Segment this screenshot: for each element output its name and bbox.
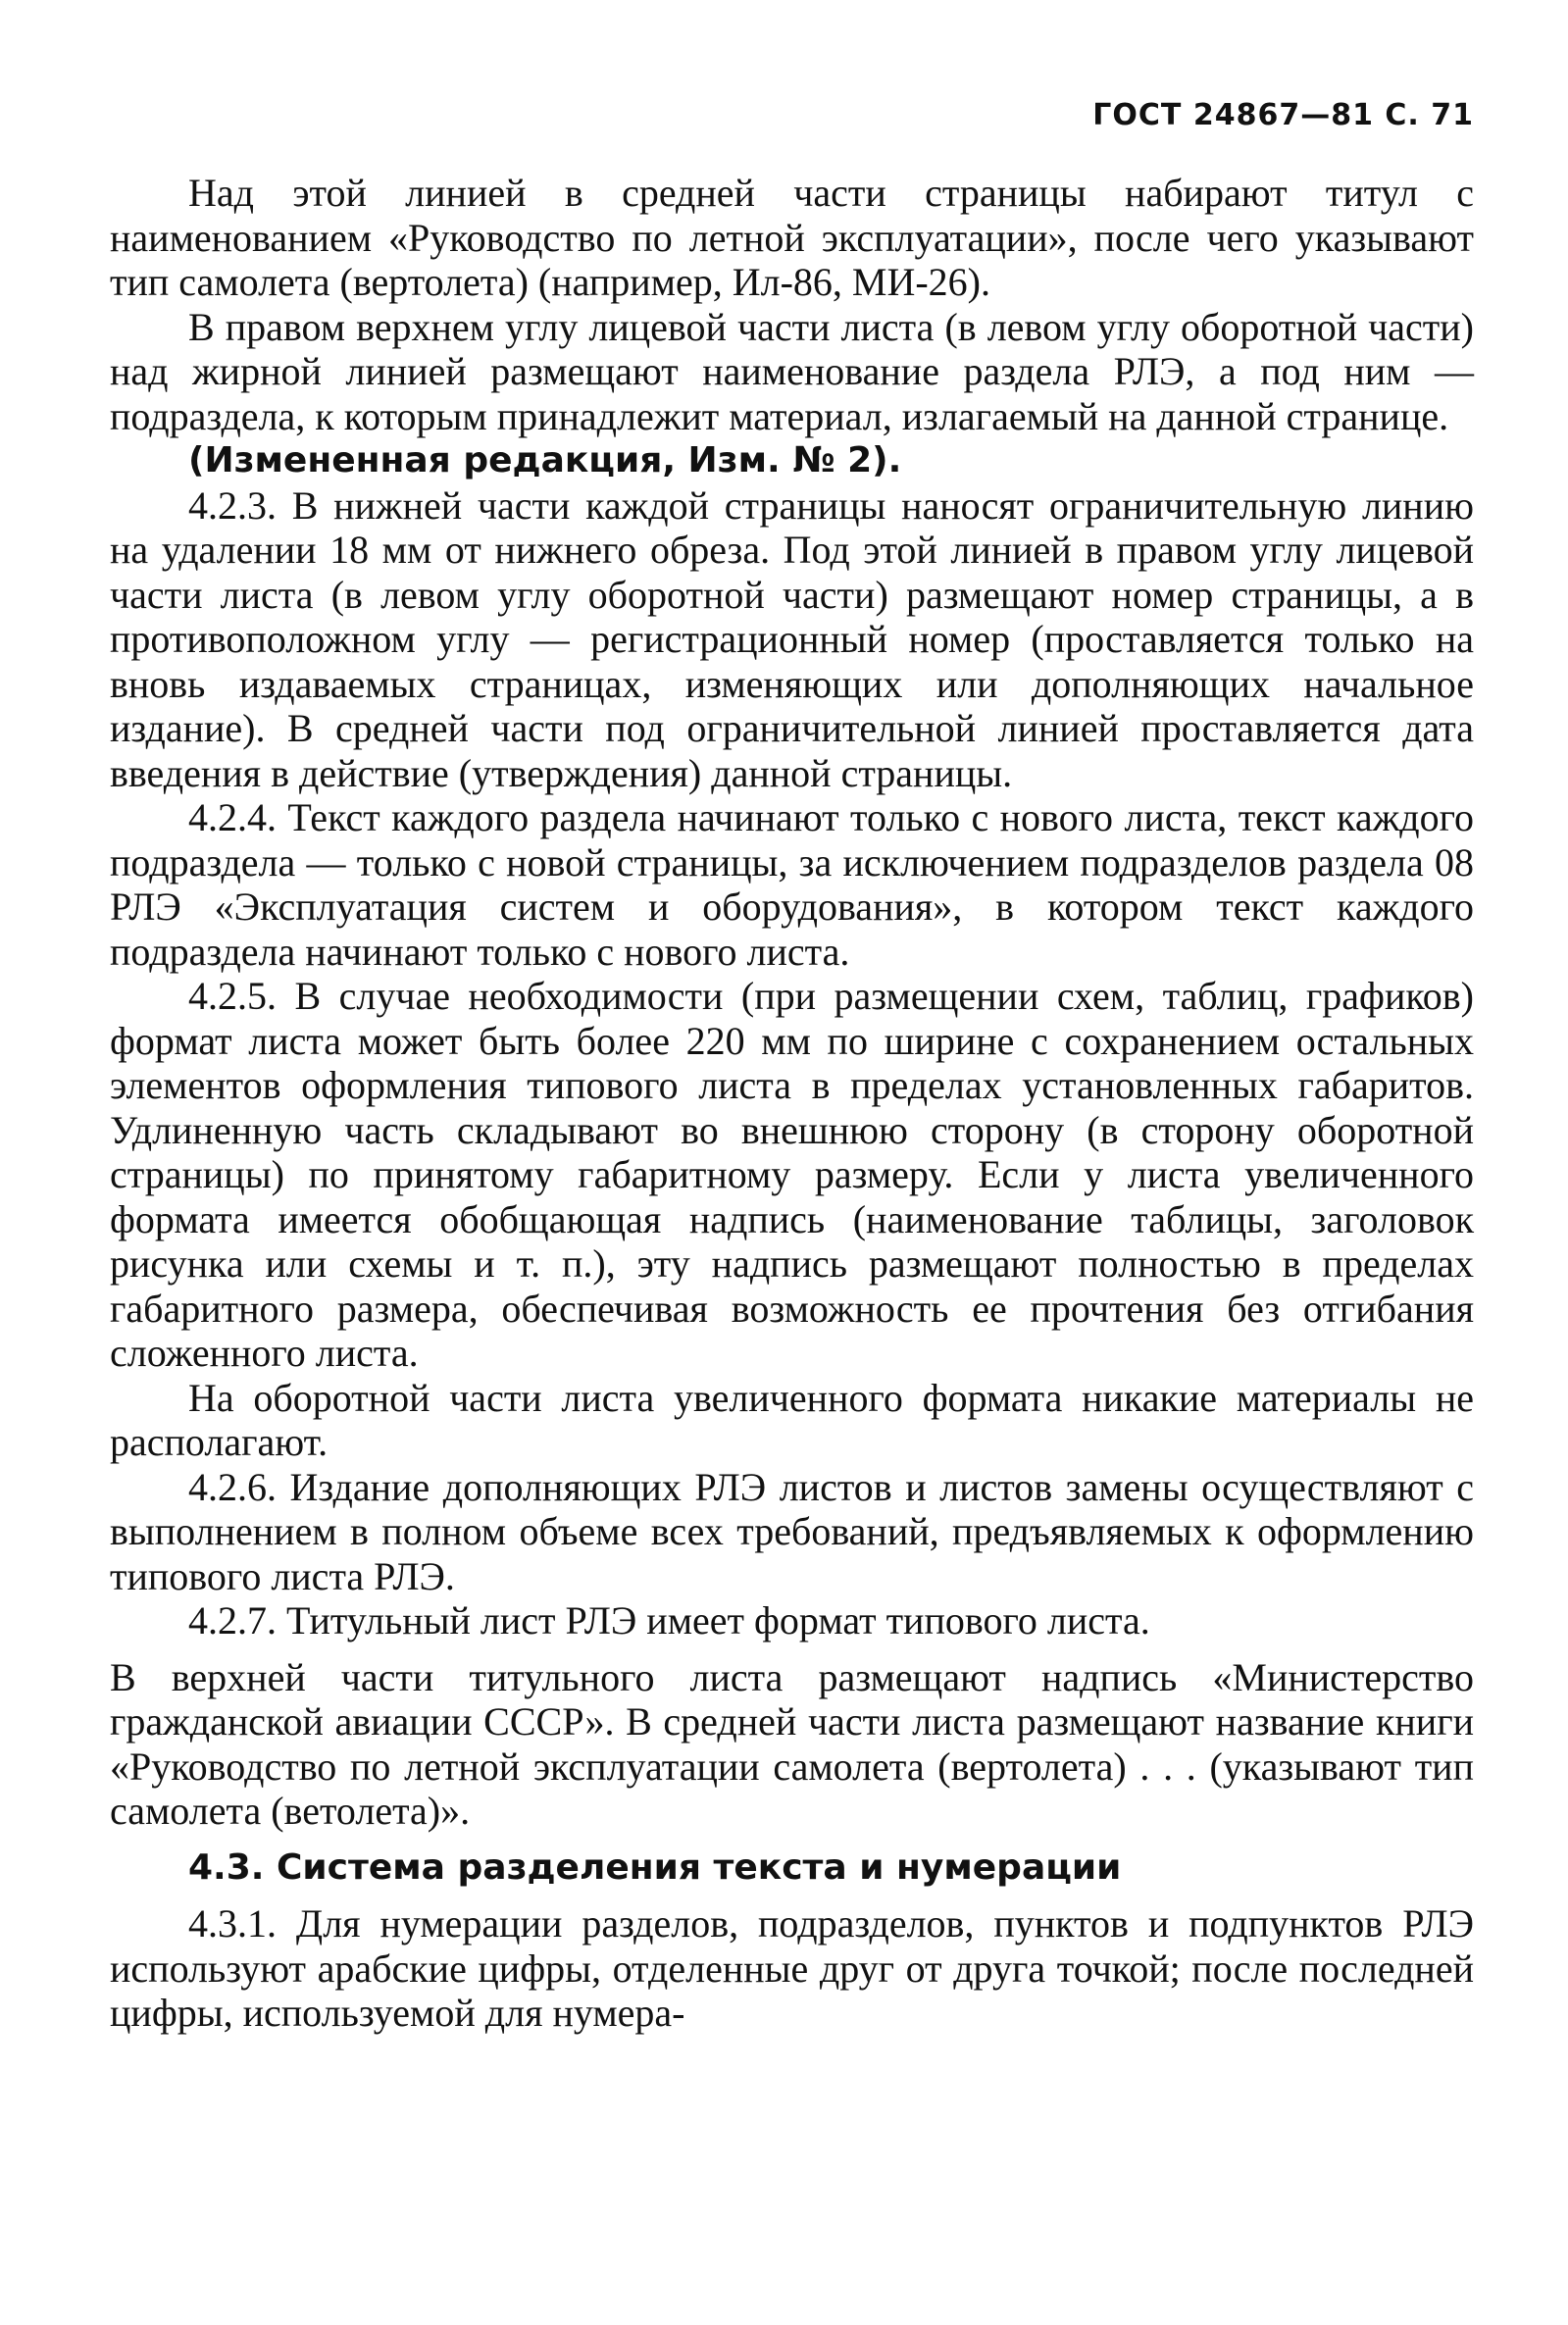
clause-4-3-1: 4.3.1. Для нумерации разделов, подразделов, пунктов и подпунктов РЛЭ используют арабские цифры, отделенные друг от друга точкой; после последней цифры, используемой для нумера- xyxy=(110,1901,1474,2035)
section-heading-4-3: 4.3. Система разделения текста и нумерации xyxy=(188,1846,1122,1888)
paragraph: В правом верхнем углу лицевой части листа (в левом углу оборотной части) над жирной линией размещают наименование раздела РЛЭ, а под ним — подраздела, к которым принадлежит материал, излагаемый на данной странице. xyxy=(110,304,1474,438)
page-header: ГОСТ 24867—81 С. 71 xyxy=(1092,98,1474,132)
clause-4-2-4: 4.2.4. Текст каждого раздела начинают только с нового листа, текст каждого подраздела — только с новой страницы, за исключением подразделов раздела 08 РЛЭ «Эксплуатация систем и оборудования», в котором текст каждого подраздела начинают только с нового листа. xyxy=(110,795,1474,974)
clause-4-2-5: 4.2.5. В случае необходимости (при размещении схем, таблиц, графиков) формат листа может быть более 220 мм по ширине с сохранением остальных элементов оформления типового листа в пределах установленных габаритов. Удлиненную часть складывают во внешнюю сторону (в сторону оборотной страницы) по принятому габаритному размеру. Если у листа увеличенного формата имеется обобщающая надпись (наименование таблицы, заголовок рисунка или схемы и т. п.), эту надпись размещают полностью в пределах габаритного размера, обеспечивая возможность ее прочтения без отгибания сложенного листа. xyxy=(110,974,1474,1375)
document-body xyxy=(110,171,1474,2036)
clause-4-2-3: 4.2.3. В нижней части каждой страницы наносят ограничительную линию на удалении 18 мм от нижнего обреза. Под этой линией в правом углу лицевой части листа (в левом углу оборотной части) размещают номер страницы, а в противоположном углу — регистрационный номер (проставляется только на вновь издаваемых страницах, изменяющих или дополняющих начальное издание). В средней части под ограничительной линией проставляется дата введения в действие (утверждения) данной страницы. xyxy=(110,482,1474,795)
paragraph: На оборотной части листа увеличенного формата никакие материалы не располагают. xyxy=(110,1375,1474,1464)
paragraph: Над этой линией в средней части страницы набирают титул с наименованием «Руководство по летной эксплуатации», после чего указывают тип самолета (вертолета) (например, Ил-86, МИ-26). xyxy=(110,171,1474,304)
title-page-paragraph: В верхней части титульного листа размещают надпись «Министерство гражданской авиации СССР». В средней части листа размещают название книги «Руководство по летной эксплуатации самолета (вертолета) . . . (указывают тип самолета (ветолета)». xyxy=(110,1654,1474,1833)
clause-4-2-6: 4.2.6. Издание дополняющих РЛЭ листов и листов замены осуществляют с выполнением в полном объеме всех требований, предъявляемых к оформлению типового листа РЛЭ. xyxy=(110,1464,1474,1598)
amendment-note: (Измененная редакция, Изм. № 2). xyxy=(188,440,902,480)
clause-4-2-7: 4.2.7. Титульный лист РЛЭ имеет формат типового листа. xyxy=(188,1598,1150,1643)
